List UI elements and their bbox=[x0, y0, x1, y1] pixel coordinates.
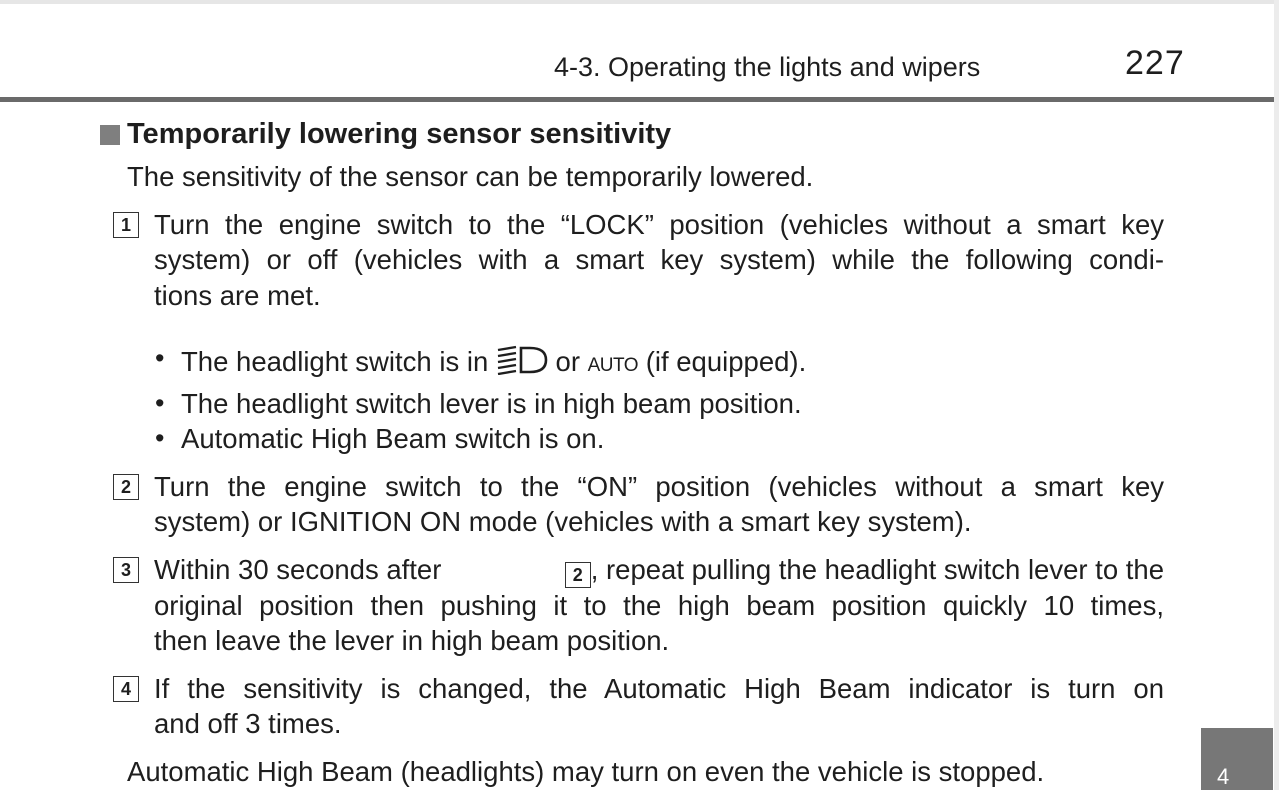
step-number-4: 4 bbox=[113, 676, 139, 702]
chapter-tab bbox=[1201, 728, 1273, 790]
step-1-line-3: tions are met. bbox=[154, 280, 321, 311]
condition-1-text-a: The headlight switch is in bbox=[181, 346, 489, 377]
step-3-text-c: , repeat pulling the headlight switch lever to the bbox=[590, 554, 1164, 585]
section-intro: The sensitivity of the sensor can be temporarily lowered. bbox=[127, 161, 814, 192]
condition-1 bbox=[181, 345, 806, 380]
step-number-3: 3 bbox=[113, 557, 139, 583]
header-divider bbox=[0, 97, 1274, 102]
step-3-line-3: then leave the lever in high beam position. bbox=[154, 625, 670, 656]
condition-3: Automatic High Beam switch is on. bbox=[181, 423, 605, 454]
chapter-tab-number: 4 bbox=[1217, 764, 1230, 789]
step-number-2: 2 bbox=[113, 474, 139, 500]
condition-1-text-b: (if equipped). bbox=[645, 346, 807, 377]
step-reference-2: 2 bbox=[565, 562, 591, 588]
step-3-text-b bbox=[565, 556, 1164, 588]
step-number-1: 1 bbox=[113, 212, 139, 238]
condition-1-or: or bbox=[555, 346, 580, 377]
top-border bbox=[0, 0, 1279, 4]
header-section-title: 4-3. Operating the lights and wipers bbox=[554, 52, 981, 82]
step-2-line-1: Turn the engine switch to the “ON” position (vehicles without a smart key bbox=[154, 471, 1164, 502]
bullet-3: • bbox=[155, 423, 165, 453]
section-heading bbox=[100, 118, 671, 151]
section-heading-text: Temporarily lowering sensor sensitivity bbox=[127, 118, 672, 150]
step-2-line-2: system) or IGNITION ON mode (vehicles with a smart key system). bbox=[154, 506, 972, 537]
step-4-line-2: and off 3 times. bbox=[154, 708, 342, 739]
bullet-2: • bbox=[155, 388, 165, 418]
square-bullet-icon bbox=[100, 125, 120, 145]
right-border bbox=[1274, 0, 1279, 790]
auto-icon: AUTO bbox=[587, 355, 639, 376]
headlight-icon bbox=[496, 345, 548, 380]
step-3-line-1 bbox=[154, 556, 1164, 588]
step-1-line-2: system) or off (vehicles with a smart key system) while the following condi- bbox=[154, 244, 1164, 275]
step-1-line-1: Turn the engine switch to the “LOCK” position (vehicles without a smart key bbox=[154, 209, 1164, 240]
condition-2: The headlight switch lever is in high beam position. bbox=[181, 388, 802, 419]
step-3-text-a: Within 30 seconds after bbox=[154, 554, 442, 585]
bullet-1: • bbox=[155, 343, 165, 373]
step-3-line-2: original position then pushing it to the high beam position quickly 10 times, bbox=[154, 590, 1164, 621]
note-text: Automatic High Beam (headlights) may turn on even the vehicle is stopped. bbox=[127, 756, 1045, 787]
step-4-line-1: If the sensitivity is changed, the Automatic High Beam indicator is turn on bbox=[154, 673, 1164, 704]
page-number: 227 bbox=[1125, 44, 1185, 82]
